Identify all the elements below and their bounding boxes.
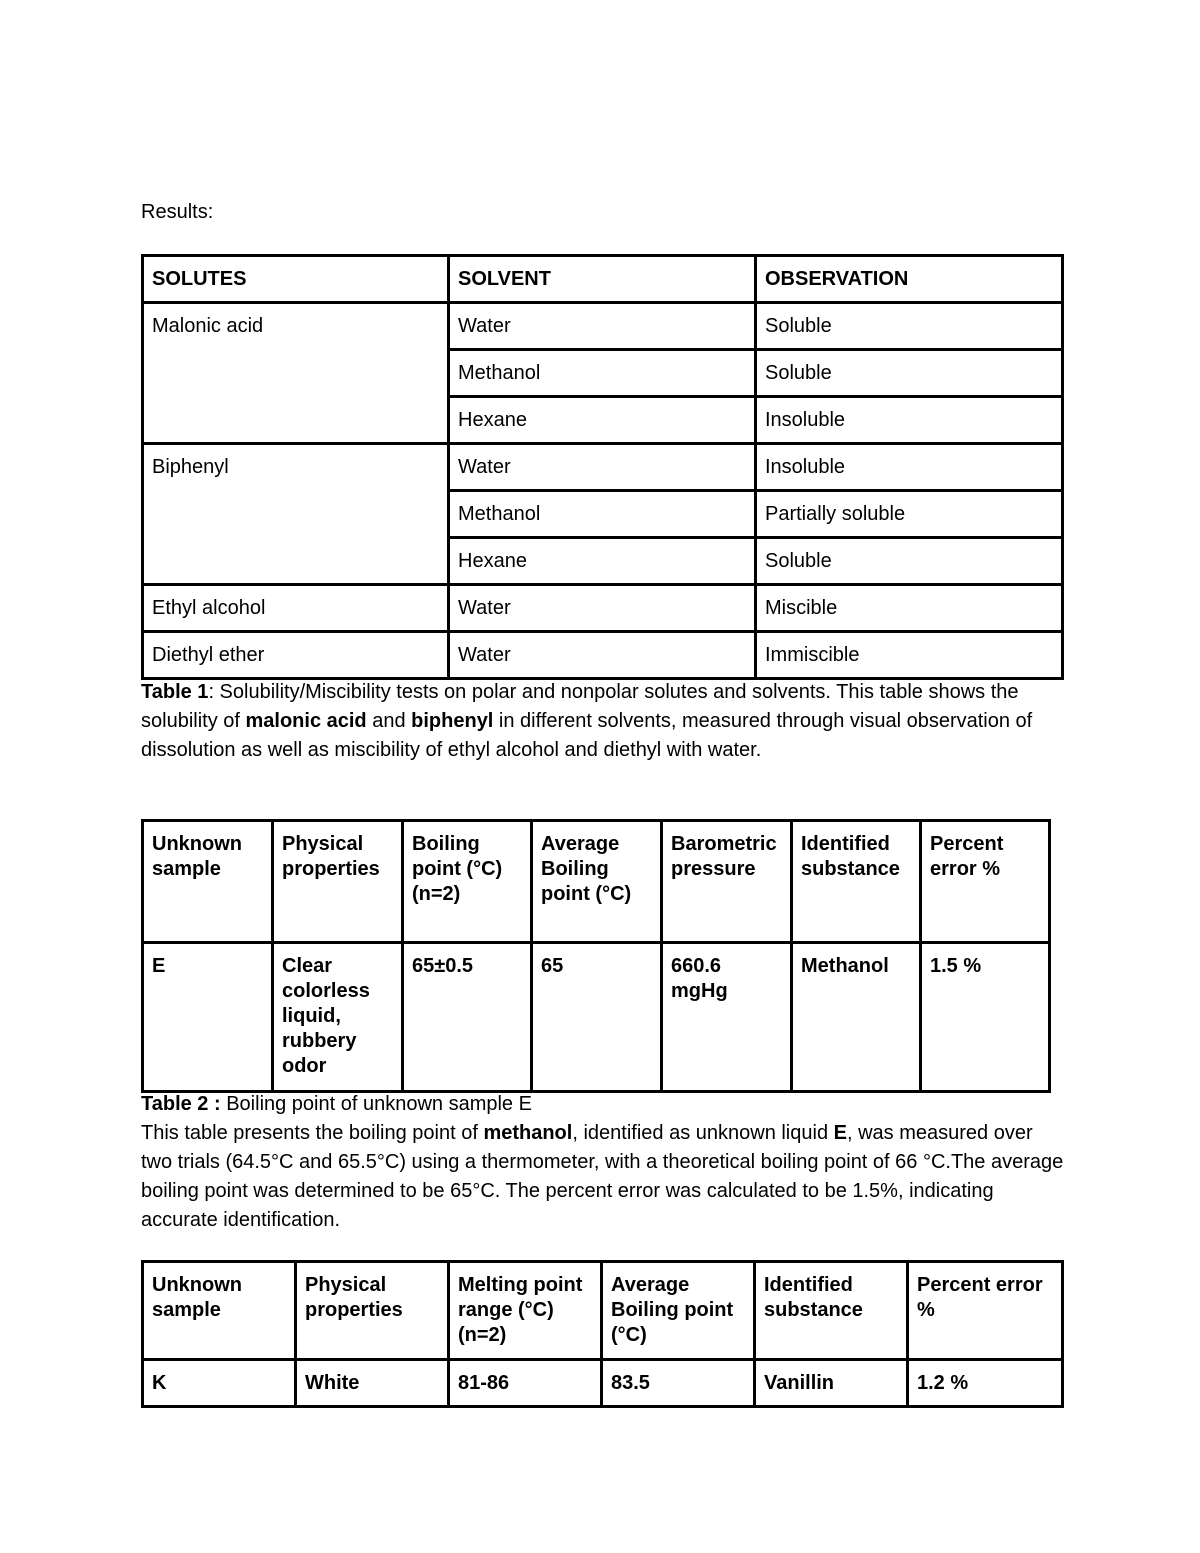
table-header-row [143, 256, 1063, 303]
header-average-boiling-point: Average Boiling point (°C) [602, 1262, 755, 1360]
table-2-caption [141, 1090, 1066, 1235]
table-1-caption [141, 678, 1066, 765]
caption-label: Table 1 [141, 681, 209, 703]
cell-boiling-point: 65±0.5 [403, 943, 532, 1092]
cell-sample: K [143, 1360, 296, 1407]
table-row [143, 585, 1063, 632]
solute-cell: Malonic acid [143, 303, 449, 444]
caption-bold: E [833, 1122, 847, 1144]
observation-cell: Immiscible [756, 632, 1063, 679]
caption-text: , identified as unknown liquid [572, 1122, 834, 1144]
boiling-point-table [141, 819, 1051, 1093]
cell-properties: Clear colorless liquid, rubbery odor [273, 943, 403, 1092]
caption-bold: biphenyl [411, 710, 494, 732]
caption-text: , was measured over two trials (64.5°C and 65.5°C) using a thermometer, with a theoretical boiling point of 66 °C.The average boiling point was determined to be 65°C. The percent error was calculated to be 1.5%, indicating accurate identification. [141, 1122, 1064, 1231]
solvent-cell: Water [449, 303, 756, 350]
caption-label: Table 2 : [141, 1093, 221, 1115]
cell-substance: Vanillin [755, 1360, 908, 1407]
header-physical-properties: Physical properties [296, 1262, 449, 1360]
solute-cell: Ethyl alcohol [143, 585, 449, 632]
solute-cell: Diethyl ether [143, 632, 449, 679]
solvent-cell: Hexane [449, 397, 756, 444]
solvent-cell: Methanol [449, 350, 756, 397]
cell-properties: White [296, 1360, 449, 1407]
observation-cell: Insoluble [756, 397, 1063, 444]
observation-cell: Soluble [756, 538, 1063, 585]
table-header-row [143, 821, 1050, 943]
cell-percent-error: 1.2 % [908, 1360, 1063, 1407]
caption-bold: malonic acid [245, 710, 367, 732]
header-average-boiling-point: Average Boiling point (°C) [532, 821, 662, 943]
solvent-cell: Water [449, 585, 756, 632]
cell-substance: Methanol [792, 943, 921, 1092]
cell-average: 83.5 [602, 1360, 755, 1407]
solvent-cell: Methanol [449, 491, 756, 538]
solvent-cell: Hexane [449, 538, 756, 585]
header-percent-error: Percent error % [908, 1262, 1063, 1360]
header-unknown-sample: Unknown sample [143, 1262, 296, 1360]
results-heading: Results: [141, 201, 214, 223]
cell-pressure: 660.6 mgHg [662, 943, 792, 1092]
cell-percent-error: 1.5 % [921, 943, 1050, 1092]
solute-cell: Biphenyl [143, 444, 449, 585]
header-physical-properties: Physical properties [273, 821, 403, 943]
caption-text: : Solubility/Miscibility tests on polar and nonpolar solutes and solvents. This table shows the solubility of [141, 681, 1019, 732]
header-observation: OBSERVATION [756, 256, 1063, 303]
caption-text: and [366, 710, 412, 732]
table-row [143, 1360, 1063, 1407]
table-row [143, 444, 1063, 491]
table-header-row [143, 1262, 1063, 1360]
header-identified-substance: Identified substance [792, 821, 921, 943]
header-boiling-point: Boiling point (°C) (n=2) [403, 821, 532, 943]
cell-average: 65 [532, 943, 662, 1092]
header-barometric-pressure: Barometric pressure [662, 821, 792, 943]
caption-text: in different solvents, measured through visual observation of dissolution as well as miscibility of ethyl alcohol and diethyl with water. [141, 710, 1033, 761]
observation-cell: Insoluble [756, 444, 1063, 491]
observation-cell: Soluble [756, 350, 1063, 397]
header-solutes: SOLUTES [143, 256, 449, 303]
caption-title: Boiling point of unknown sample E [220, 1093, 532, 1115]
solvent-cell: Water [449, 632, 756, 679]
caption-bold: methanol [483, 1122, 573, 1144]
solvent-cell: Water [449, 444, 756, 491]
cell-melting-range: 81-86 [449, 1360, 602, 1407]
header-melting-point-range: Melting point range (°C) (n=2) [449, 1262, 602, 1360]
header-identified-substance: Identified substance [755, 1262, 908, 1360]
header-unknown-sample: Unknown sample [143, 821, 273, 943]
header-percent-error: Percent error % [921, 821, 1050, 943]
solubility-table [141, 254, 1064, 680]
cell-sample: E [143, 943, 273, 1092]
observation-cell: Miscible [756, 585, 1063, 632]
observation-cell: Partially soluble [756, 491, 1063, 538]
table-row [143, 943, 1050, 1092]
table-row [143, 303, 1063, 350]
caption-text: This table presents the boiling point of [141, 1122, 484, 1144]
observation-cell: Soluble [756, 303, 1063, 350]
header-solvent: SOLVENT [449, 256, 756, 303]
melting-point-table [141, 1260, 1064, 1408]
table-row [143, 632, 1063, 679]
